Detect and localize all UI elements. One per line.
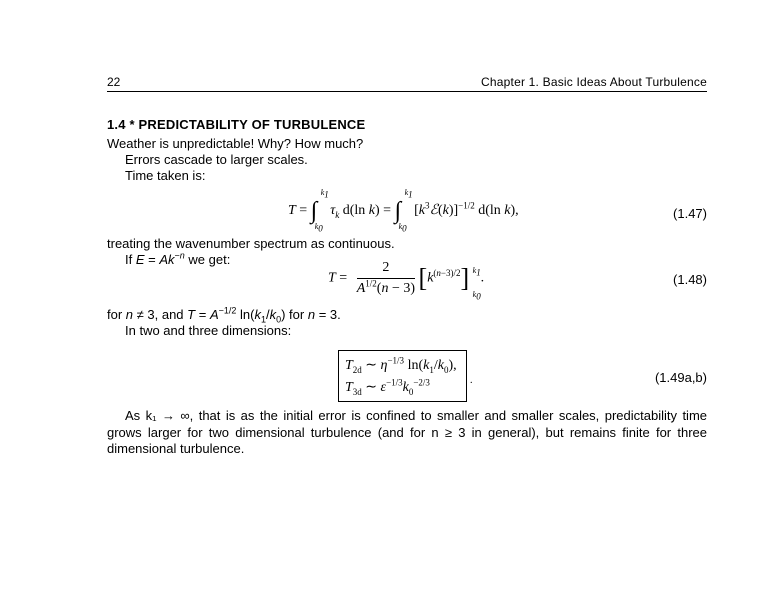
line-weather: Weather is unpredictable! Why? How much? — [107, 136, 364, 151]
line-for-n: for n ≠ 3, and $T = A^{-1/2}$ $\ln(k_1/k_0)$ for n = 3. — [107, 305, 341, 325]
line-errors: Errors cascade to larger scales. — [125, 152, 308, 167]
page-number: 22 — [107, 75, 121, 89]
equation-period: . — [470, 375, 473, 386]
line-dimensions: In two and three dimensions: — [125, 323, 292, 338]
paragraph-conclusion — [107, 408, 707, 458]
equation-number-1-47: (1.47) — [673, 206, 707, 221]
equation-1-48: T = $\frac{2}{A^{1/2}(n - 3)}$ $[k^{(n-3)/2}]$ $k_1$ $k_0$ . — [328, 260, 485, 302]
line-if: If $E = Ak^{-n}$ we get: — [125, 250, 231, 267]
equation-number-1-49: (1.49a,b) — [654, 370, 707, 385]
section-title: 1.4 * PREDICTABILITY OF TURBULENCE — [107, 117, 366, 132]
equation-box-1-49 — [338, 350, 467, 402]
paragraph-text: As k₁ → ∞, that is as the initial error is confined to smaller and smaller scales, predictability time grows larger for two dimensional turbulence (and for n ≥ 3 in general), but remains finite for three dimensional turbulence. — [107, 408, 707, 456]
equation-1-49a: $T_{2d}$ ∼ $\eta^{-1/3}$ $\ln(k_1/k_0)$, — [345, 355, 457, 375]
line-time: Time taken is: — [125, 168, 206, 183]
page-header — [107, 75, 707, 92]
running-head: Chapter 1. Basic Ideas About Turbulence — [481, 75, 707, 89]
line-treating: treating the wavenumber spectrum as continuous. — [107, 236, 395, 251]
equation-1-49b: $T_{3d}$ ∼ $\varepsilon^{-1/3}k_0^{-2/3}$ — [345, 377, 430, 397]
equation-1-47: T = ∫ $k_1$ $k_0$ $\tau_k$ d(ln k) = ∫ $k_1$ $k_0$ $[k^3ℰ(k)]^{-1/2}$ d(ln k), — [288, 188, 519, 234]
equation-number-1-48: (1.48) — [673, 272, 707, 287]
